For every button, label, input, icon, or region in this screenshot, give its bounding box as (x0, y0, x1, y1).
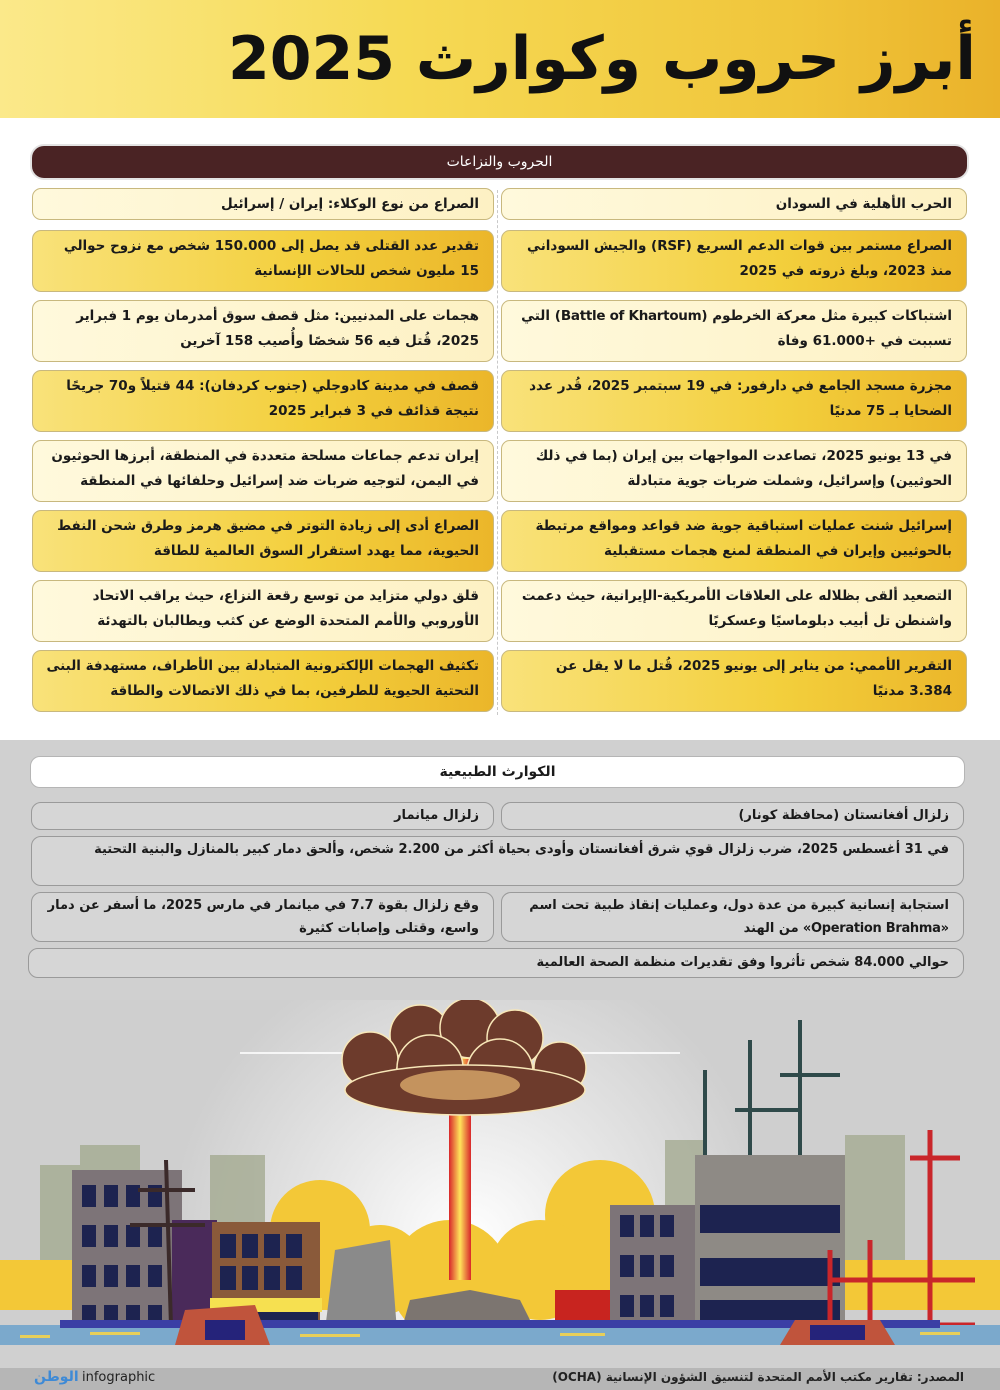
myanmar-quake-title: زلزال ميانمار (31, 802, 494, 830)
sudan-item-7: التقرير الأممي: من يناير إلى يونيو 2025، قُتل ما لا يقل عن 3.384 مدنيًا (501, 650, 967, 712)
sudan-item-5: إسرائيل شنت عمليات استباقية جوية ضد قواعد ومواقع مرتبطة بالحوثيين وإيران في المنطقة لمنع هجمات مستقبلية (501, 510, 967, 572)
infographic-label: infographic (82, 1370, 156, 1385)
sudan-item-6: التصعيد ألقى بظلاله على العلاقات الأمريكية-الإيرانية، حيث دعمت واشنطن تل أبيب دبلوماسيًا وعسكريًا (501, 580, 967, 642)
page-title: أبرز حروب وكوارث 2025 (228, 24, 976, 94)
who-affected-estimate: حوالي 84.000 شخص تأثروا وفق تقديرات منظمة الصحة العالمية (28, 948, 964, 978)
proxy-war-title: الصراع من نوع الوكلاء: إيران / إسرائيل (32, 188, 494, 220)
sudan-war-title: الحرب الأهلية في السودان (501, 188, 967, 220)
sudan-item-2: اشتباكات كبيرة مثل معركة الخرطوم (Battle of Khartoum) التي تسببت في +61.000 وفاة (501, 300, 967, 362)
proxy-item-6: قلق دولي متزايد من توسع رقعة النزاع، حيث يراقب الاتحاد الأوروبي والأمم المتحدة الوضع عن كثب ويطالبان بالتهدئة (32, 580, 494, 642)
explosion-city-scene (0, 1000, 1000, 1345)
wars-section (0, 118, 1000, 740)
afghanistan-quake-detail: في 31 أغسطس 2025، ضرب زلزال قوي شرق أفغانستان وأودى بحياة أكثر من 2.200 شخص، وألحق دمار كبير بالمنازل والبنية التحتية (31, 836, 964, 886)
proxy-item-3: قصف في مدينة كادوجلي (جنوب كردفان): 44 قتيلاً و70 جريحًا نتيجة قذائف في 3 فبراير 2025 (32, 370, 494, 432)
cloud-glow (400, 1070, 520, 1100)
proxy-item-2: هجمات على المدنيين: مثل قصف سوق أمدرمان يوم 1 فبراير 2025، قُتل فيه 56 شخصًا وأُصيب 158 آخرين (32, 300, 494, 362)
submerged-van (175, 1305, 270, 1345)
column-divider (497, 190, 498, 715)
afghanistan-quake-title: زلزال أفغانستان (محافظة كونار) (501, 802, 964, 830)
proxy-item-5: الصراع أدى إلى زيادة التوتر في مضيق هرمز وطرق شحن النفط الحيوية، مما يهدد استقرار السوق العالمية للطاقة (32, 510, 494, 572)
sudan-item-1: الصراع مستمر بين قوات الدعم السريع (RSF) والجيش السوداني منذ 2023، وبلغ ذروته في 2025 (501, 230, 967, 292)
wars-section-title: الحروب والنزاعات (32, 146, 967, 178)
disasters-section-title: الكوارث الطبيعية (30, 756, 965, 788)
sudan-item-3: مجزرة مسجد الجامع في دارفور: في 19 سبتمبر 2025، قُدر عدد الضحايا بـ 75 مدنيًا (501, 370, 967, 432)
afghanistan-response: استجابة إنسانية كبيرة من عدة دول، وعمليات إنقاذ طبية تحت اسم «Operation Brahma» من الهند (501, 892, 964, 942)
proxy-item-7: تكثيف الهجمات الإلكترونية المتبادلة بين الأطراف، مستهدفة البنى التحتية الحيوية للطرفين، بما في ذلك الاتصالات والطاقة (32, 650, 494, 712)
header-banner (0, 0, 1000, 118)
destroyed-city-illustration (0, 1000, 1000, 1345)
myanmar-quake-detail: وقع زلزال بقوة 7.7 في ميانمار في مارس 2025، ما أسفر عن دمار واسع، وقتلى وإصابات كثيرة (31, 892, 494, 942)
proxy-item-1: تقدير عدد القتلى قد يصل إلى 150.000 شخص مع نزوح حوالي 15 مليون شخص للحالات الإنسانية (32, 230, 494, 292)
sudan-item-4: في 13 يونيو 2025، تصاعدت المواجهات بين إيران (بما في ذلك الحوثيين) وإسرائيل، وشملت ضربات جوية متبادلة (501, 440, 967, 502)
alwatan-logo: الوطن (34, 1369, 79, 1385)
footer (0, 1368, 1000, 1390)
source-citation: المصدر: تقارير مكتب الأمم المتحدة لتنسيق الشؤون الإنسانية (OCHA) (552, 1370, 964, 1384)
submerged-car (780, 1320, 895, 1345)
proxy-item-4: إيران تدعم جماعات مسلحة متعددة في المنطقة، أبرزها الحوثيون في اليمن، لتوجيه ضربات ضد إسرائيل وحلفائها في المنطقة (32, 440, 494, 502)
